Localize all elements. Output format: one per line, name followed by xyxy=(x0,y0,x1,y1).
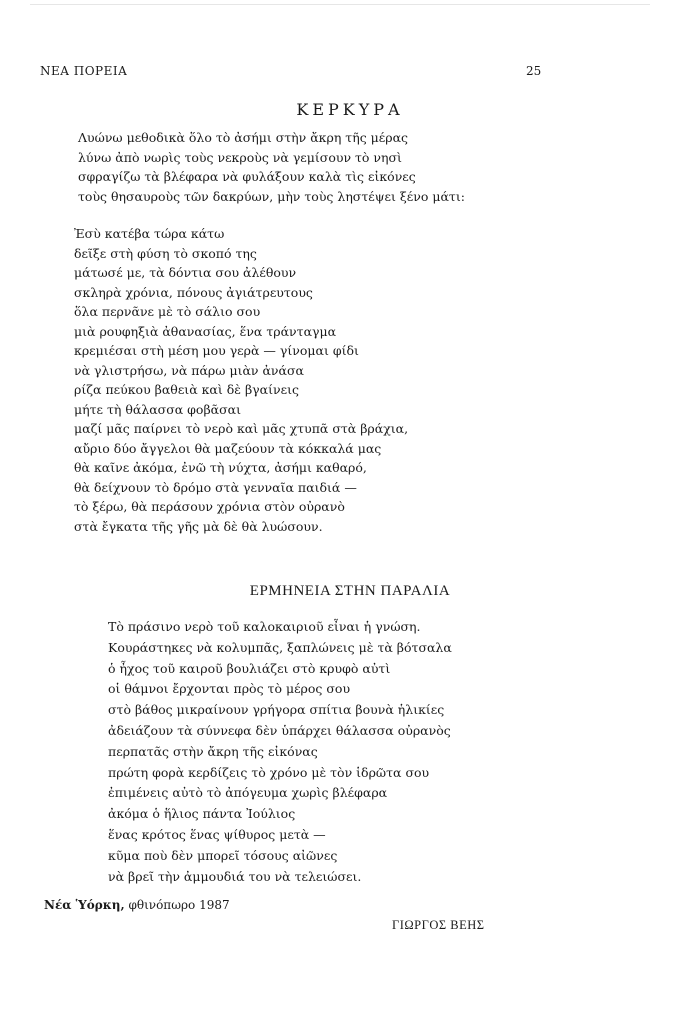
poem-line: κρεμιέσαι στὴ μέση μου γερὰ — γίνομαι φίδι xyxy=(74,343,359,358)
poem-title-kerkyra: ΚΕΡΚΥΡΑ xyxy=(296,100,404,119)
poem-line: Ἐσὺ κατέβα τώρα κάτω xyxy=(74,226,225,241)
poem-line: ἐπιμένεις αὐτὸ τὸ ἀπόγευμα χωρὶς βλέφαρα xyxy=(108,785,388,801)
poem-line: περπατᾶς στὴν ἄκρη τῆς εἰκόνας xyxy=(108,743,318,759)
poem-line: πρώτη φορὰ κερδίζεις τὸ χρόνο μὲ τὸν ἱδρῶτα σου xyxy=(108,764,430,780)
poem-line: ὁ ἦχος τοῦ καιροῦ βουλιάζει στὸ κρυφὸ αὐτὶ xyxy=(108,660,391,676)
poem-line: αὔριο δύο ἄγγελοι θὰ μαζεύουν τὰ κόκκαλά μας xyxy=(74,440,382,456)
journal-title: ΝΕΑ ΠΟΡΕΙΑ xyxy=(40,64,128,78)
poem-line: μήτε τὴ θάλασσα φοβᾶσαι xyxy=(74,401,241,417)
poem-line: στὸ βάθος μικραίνουν γρήγορα σπίτια βουνὰ ἡλικίες xyxy=(108,702,445,718)
poem-line: μιὰ ρουφηξιὰ ἀθανασίας, ἕνα τράνταγμα xyxy=(74,323,337,339)
poem-line: Λυώνω μεθοδικὰ ὅλο τὸ ἀσήμι στὴν ἄκρη τῆς μέρας xyxy=(78,130,409,145)
poem-line: τὸ ξέρω, θὰ περάσουν χρόνια στὸν οὐρανὸ xyxy=(74,499,345,514)
running-head xyxy=(40,64,680,80)
poem-line: δεῖξε στὴ φύση τὸ σκοπό της xyxy=(74,245,257,261)
poem-line: ἀδειάζουν τὰ σύννεφα δὲν ὑπάρχει θάλασσα οὐρανὸς xyxy=(108,722,451,738)
poem-line: ρίζα πεύκου βαθειὰ καὶ δὲ βγαίνεις xyxy=(74,382,299,397)
dateline-place: Νέα Ὑόρκη, xyxy=(44,898,125,912)
poem-line: Τὸ πράσινο νερὸ τοῦ καλοκαιριοῦ εἶναι ἡ γνώση. xyxy=(108,619,421,634)
poem-line: μάτωσέ με, τὰ δόντια σου ἀλέθουν xyxy=(74,265,297,280)
poem-line: νὰ γλιστρήσω, νὰ πάρω μιὰν ἀνάσα xyxy=(74,362,304,378)
poem-line: Κουράστηκες νὰ κολυμπᾶς, ξαπλώνεις μὲ τὰ βότσαλα xyxy=(108,639,452,655)
dateline xyxy=(44,898,230,912)
poem-line: τοὺς θησαυροὺς τῶν δακρύων, μὴν τοὺς ληστέψει ξένο μάτι: xyxy=(78,188,465,204)
poem-line: ἕνας κρότος ἕνας ψίθυρος μετὰ — xyxy=(108,826,326,842)
poem-line: μαζί μᾶς παίρνει τὸ νερὸ καὶ μᾶς χτυπᾶ στὰ βράχια, xyxy=(74,421,409,436)
poem-line: θὰ δείχνουν τὸ δρόμο στὰ γενναῖα παιδιά — xyxy=(74,479,357,495)
poem-title-ermineia: ΕΡΜΗΝΕΙΑ ΣΤΗΝ ΠΑΡΑΛΙΑ xyxy=(249,583,451,599)
poem-line: σφραγίζω τὰ βλέφαρα νὰ φυλάξουν καλὰ τὶς εἰκόνες xyxy=(78,169,416,184)
poem-stanza-1 xyxy=(78,128,465,206)
poem-line: στὰ ἔγκατα τῆς γῆς μὰ δὲ θὰ λυώσουν. xyxy=(74,518,323,534)
poem-line: κῦμα ποὺ δὲν μπορεῖ τόσους αἰῶνες xyxy=(108,847,338,863)
poem-line: σκληρὰ χρόνια, πόνους ἀγιάτρευτους xyxy=(74,284,313,300)
page-number: 25 xyxy=(526,64,542,78)
author-signature: ΓΙΩΡΓΟΣ ΒΕΗΣ xyxy=(392,918,485,932)
poem-2-body xyxy=(108,617,452,887)
poem-line: ἀκόμα ὁ ἥλιος πάντα Ἰούλιος xyxy=(108,806,296,822)
poem-line: λύνω ἀπὸ νωρὶς τοὺς νεκροὺς νὰ γεμίσουν τὸ νησὶ xyxy=(78,149,402,165)
page-edge-rule xyxy=(30,4,650,5)
poem-line: νὰ βρεῖ τὴν ἀμμουδιά του νὰ τελειώσει. xyxy=(108,868,362,884)
poem-line: ὅλα περνᾶνε μὲ τὸ σάλιο σου xyxy=(74,304,261,319)
poem-stanza-2 xyxy=(74,224,408,536)
poem-line: θὰ καῖνε ἀκόμα, ἐνῶ τὴ νύχτα, ἀσήμι καθαρό, xyxy=(74,460,367,475)
poem-line: οἱ θάμνοι ἔρχονται πρὸς τὸ μέρος σου xyxy=(108,681,351,697)
dateline-date: φθινόπωρο 1987 xyxy=(128,898,230,912)
